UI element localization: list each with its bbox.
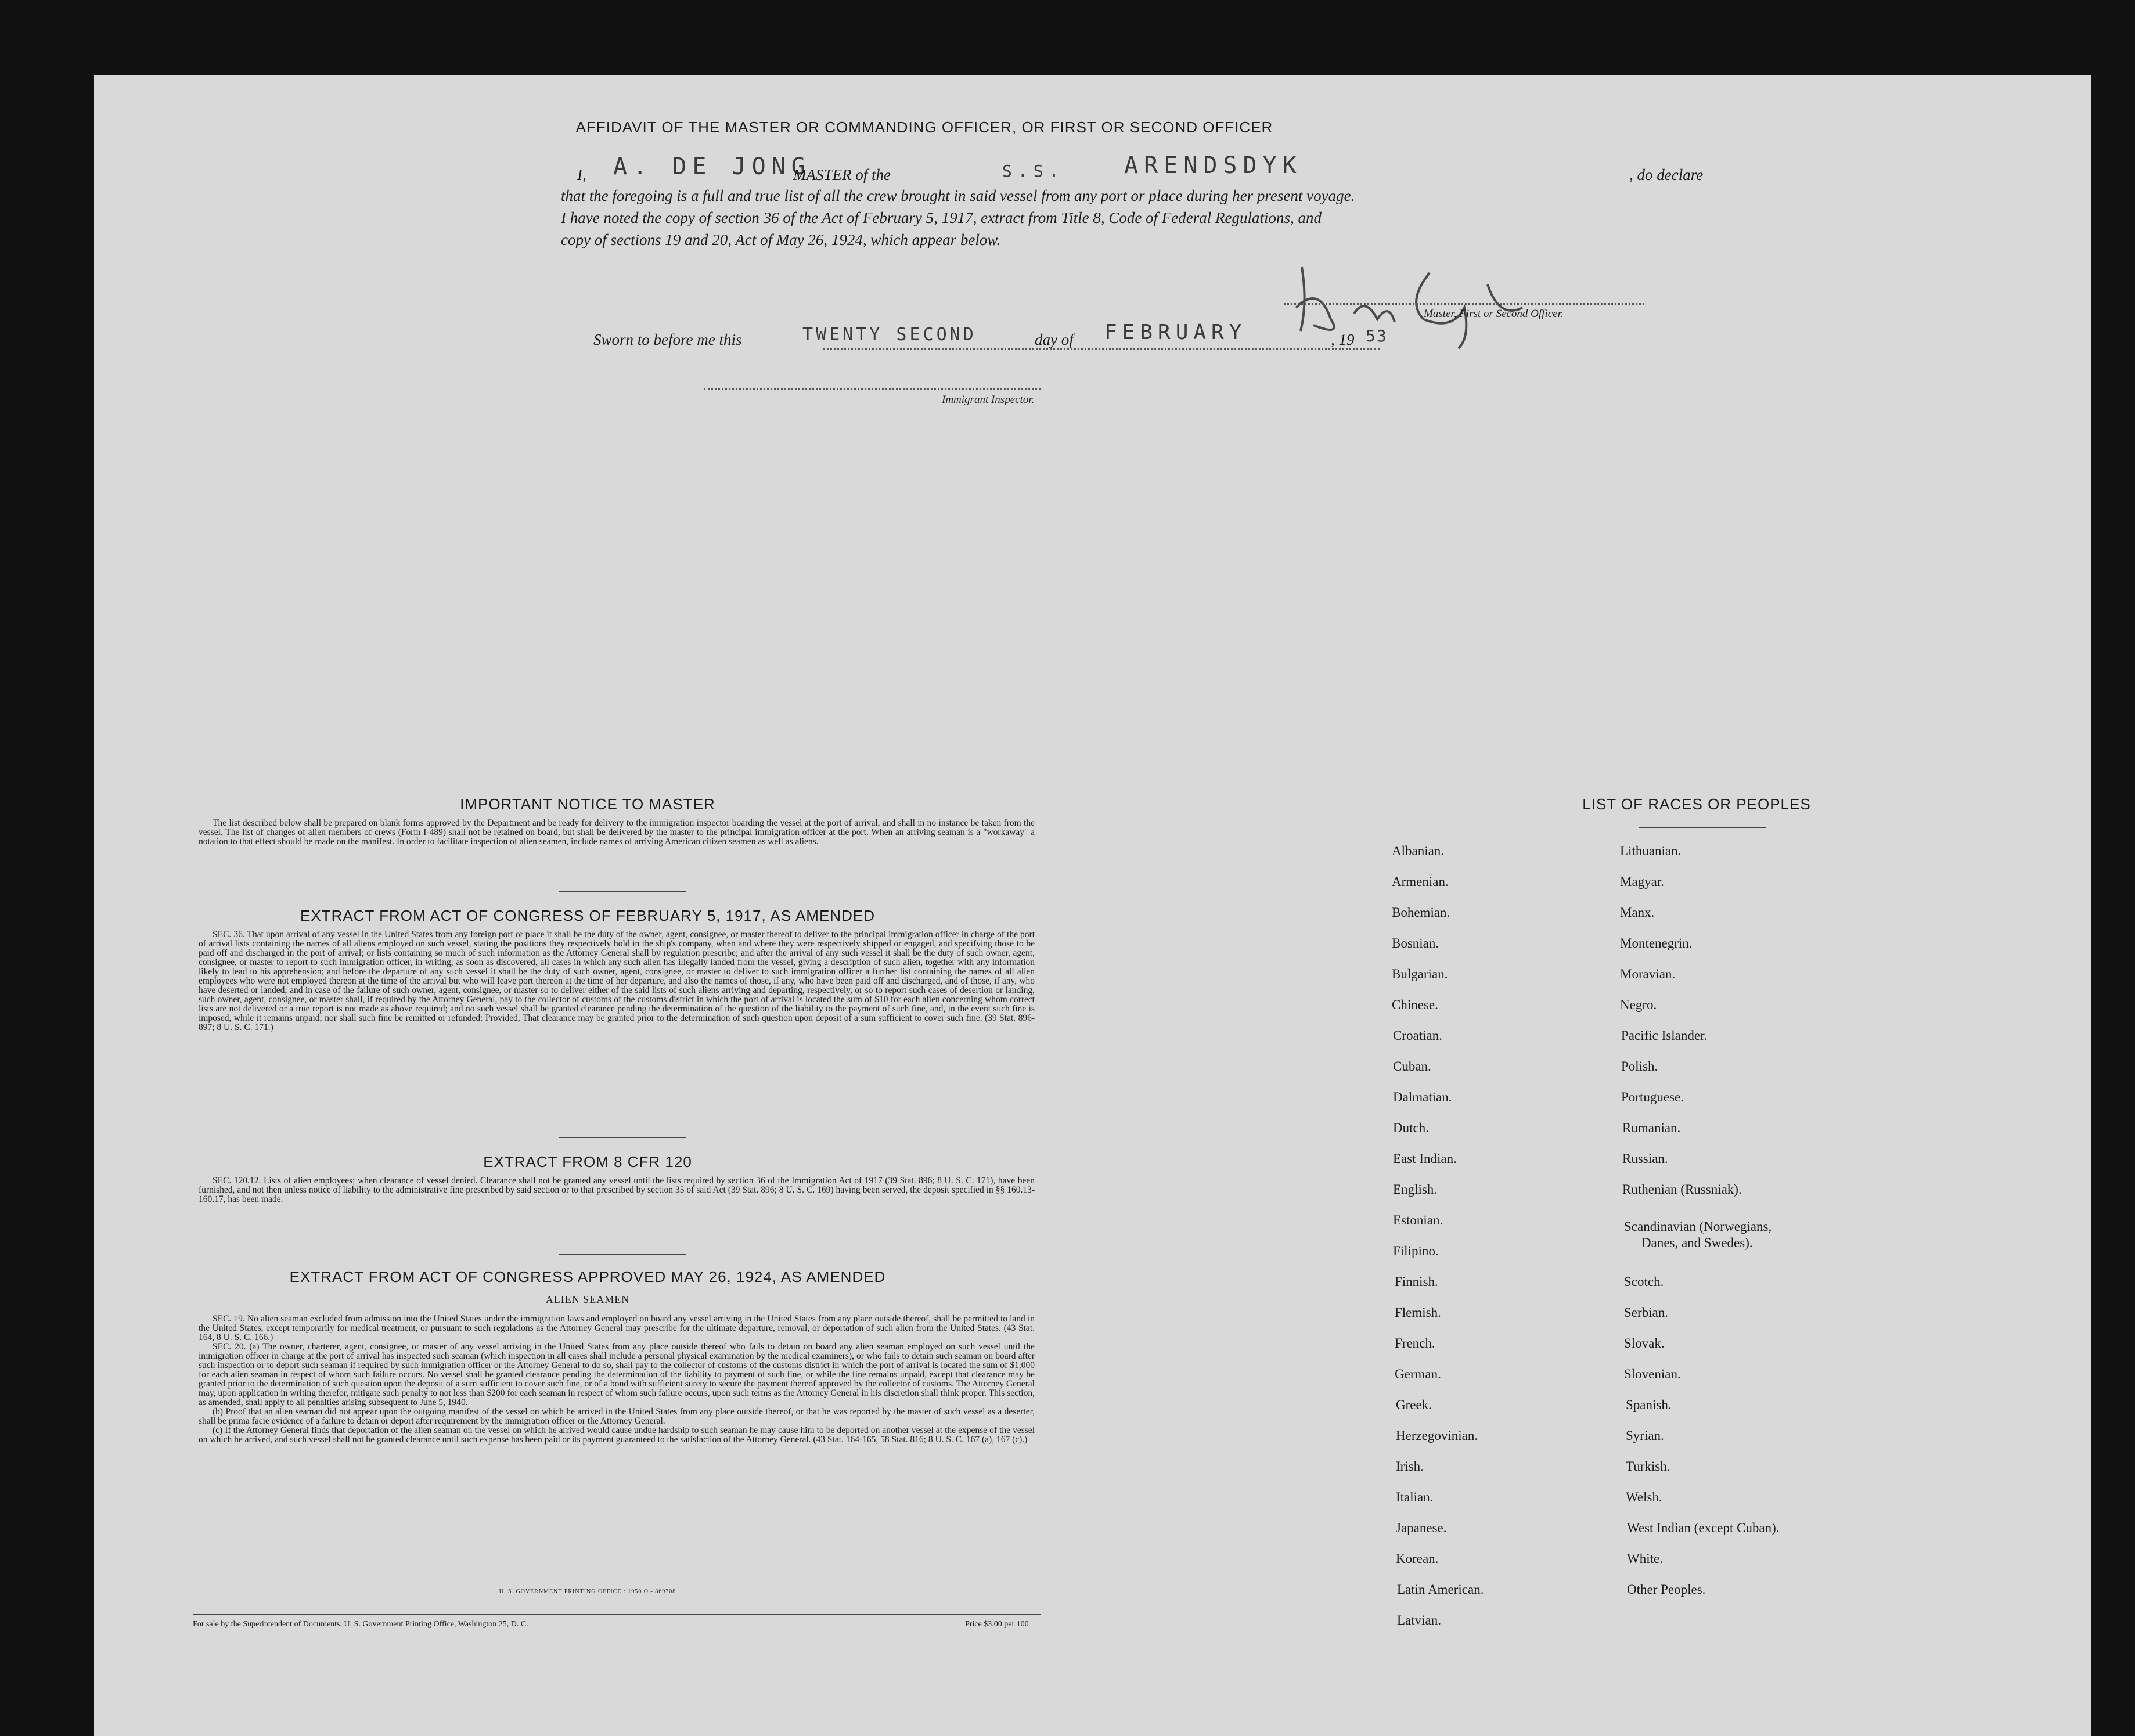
race-item: English. — [1393, 1182, 1438, 1197]
declaration-line-3: I have noted the copy of section 36 of the Act of February 5, 1917, extract from Title 8, Code of Federal Regulations, and — [561, 209, 1322, 226]
inspector-caption: Immigrant Inspector. — [942, 394, 1035, 406]
race-item: Lithuanian. — [1620, 844, 1682, 858]
race-item: Cuban. — [1393, 1059, 1431, 1074]
sworn-day-handwritten: TWENTY SECOND — [802, 325, 977, 345]
race-item: Croatian. — [1393, 1028, 1442, 1043]
race-item: Finnish. — [1395, 1274, 1438, 1289]
race-item: Irish. — [1396, 1459, 1424, 1474]
extract-cfr-text: SEC. 120.12. Lists of alien employees; when clearance of vessel denied. Clearance shall not be granted any vessel until the lists required by section 36 of the Immigration Act of 1917 (39 Stat. 896; 8 U. S. C. 171), have been furnished, and not then unless notice of liability to the administrative fine prescribed by said section or to that prescribed by section 35 of said Act (39 Stat. 896; 8 U. S. C. 169) having been served, the deposit specified in §§ 160.13-160.17, has been made. — [199, 1176, 1035, 1204]
extract-cfr-title: EXTRACT FROM 8 CFR 120 — [483, 1153, 692, 1170]
master-name-handwritten: A. DE JONG — [613, 153, 811, 180]
race-item: Bosnian. — [1392, 936, 1439, 950]
sworn-line — [593, 320, 1522, 355]
race-item: Scotch. — [1624, 1274, 1664, 1289]
race-item: Syrian. — [1626, 1428, 1664, 1443]
footer-rule — [193, 1614, 1041, 1615]
race-item: Korean. — [1396, 1551, 1439, 1566]
race-item: Welsh. — [1626, 1490, 1662, 1504]
race-item: Greek. — [1396, 1398, 1432, 1412]
year-handwritten: 53 — [1366, 326, 1388, 345]
races-title: LIST OF RACES OR PEOPLES — [1582, 795, 1811, 813]
race-item: Estonian. — [1393, 1213, 1443, 1227]
race-item: Pacific Islander. — [1621, 1028, 1708, 1043]
race-item: Italian. — [1396, 1490, 1434, 1504]
notice-text: The list described below shall be prepared on blank forms approved by the Department and be ready for delivery to the immigration inspector boarding the vessel at the port of arrival, and shall in no instance be taken from the vessel. The list of changes of alien members of crews (Form I-489) shall not be retained on board, but shall be delivered by the master to the principal immigration officer at the port. When an arriving seaman is a "workaway" a notation to that effect should be made on the manifest. In order to facilitate inspection of alien seamen, include names of arriving American citizen seamen as well as aliens. — [199, 818, 1035, 847]
day-of: day of — [1035, 331, 1074, 348]
master-of-the: MASTER of the — [793, 166, 891, 183]
declaration-block — [549, 152, 1745, 251]
race-item: Polish. — [1621, 1059, 1658, 1074]
race-item: Latin American. — [1397, 1582, 1484, 1597]
extract-1924-subtitle: ALIEN SEAMEN — [545, 1294, 630, 1305]
race-item: Latvian. — [1397, 1613, 1441, 1627]
declaration-prefix: I, — [577, 166, 586, 183]
race-item: Montenegrin. — [1620, 936, 1693, 950]
race-item: Armenian. — [1392, 874, 1449, 889]
race-item: Albanian. — [1392, 844, 1445, 858]
section-19: SEC. 19. No alien seaman excluded from admission into the United States under the immigration laws and employed on board any vessel arriving in the United States from any place outside thereof, shall be permitted to land in the United States, except temporarily for medical treatment, or pursuant to such regulations as the Attorney General may prescribe for the ultimate departure, removal, or deportation of such alien from the United States. (43 Stat. 164, 8 U. S. C. 166.) — [199, 1314, 1035, 1342]
race-item: Dutch. — [1393, 1121, 1429, 1135]
printing-office-note: U. S. GOVERNMENT PRINTING OFFICE : 1950 O - 869708 — [499, 1589, 676, 1595]
race-item: Moravian. — [1620, 967, 1676, 981]
race-item: Turkish. — [1626, 1459, 1670, 1474]
extract-1917-title: EXTRACT FROM ACT OF CONGRESS OF FEBRUARY 5, 1917, AS AMENDED — [300, 907, 875, 924]
race-item: Bohemian. — [1392, 905, 1450, 920]
do-declare: , do declare — [1629, 166, 1704, 183]
divider — [559, 1137, 686, 1138]
signature-caption: Master, First or Second Officer. — [1424, 308, 1564, 320]
section-20a: SEC. 20. (a) The owner, charterer, agent, consignee, or master of any vessel arriving in the United States from any place outside thereof who fails to detain on board any alien seaman employed on such vessel until the immigration officer in charge at the port of arrival has inspected such seaman (which inspection in all cases shall include a personal physical examination by the medical examiners), or who fails to detain such seaman on board after such inspection or to deport such seaman if required by such immigration officer or the Attorney General to do so, shall pay to the collector of customs of the customs district in which the port of arrival is located the sum of $1,000 for each alien seaman in respect of whom such failure occurs. No vessel shall be granted clearance pending the determination of the liability to payment of such fine, or while the fine remains unpaid, except that clearance may be granted prior to the determination of such question upon the deposit of a sum sufficient to cover such fine, or of a bond with sufficient surety to secure the payment thereof approved by the collector of customs. The Attorney General may, upon application in writing therefor, mitigate such penalty to not less than $200 for each seaman in respect of whom such failure occurs, upon such terms as the Attorney General in his discretion shall think proper. This section, as amended, shall apply to all penalties arising subsequent to June 5, 1940. — [199, 1342, 1035, 1407]
vessel-name-handwritten: ARENDSDYK — [1124, 152, 1302, 179]
races-title-rule — [1639, 827, 1766, 828]
year-prefix: , 19 — [1331, 331, 1355, 348]
race-item: Japanese. — [1396, 1521, 1447, 1535]
divider — [559, 1254, 686, 1255]
race-item: Rumanian. — [1622, 1121, 1681, 1135]
race-item: Spanish. — [1626, 1398, 1672, 1412]
signature-line — [1284, 303, 1644, 305]
race-item: Chinese. — [1392, 997, 1438, 1012]
race-item: Serbian. — [1624, 1305, 1669, 1320]
extract-1924-text — [199, 1314, 1035, 1445]
footer-right: Price $3.00 per 100 — [965, 1620, 1029, 1629]
race-item: Ruthenian (Russniak). — [1622, 1182, 1742, 1197]
race-item: White. — [1627, 1551, 1663, 1566]
sworn-underline — [823, 348, 1380, 350]
declaration-line-4: copy of sections 19 and 20, Act of May 26, 1924, which appear below. — [561, 231, 1001, 248]
race-item: Bulgarian. — [1392, 967, 1448, 981]
race-item: Danes, and Swedes). — [1641, 1236, 1753, 1250]
race-item: Slovak. — [1624, 1336, 1665, 1350]
sworn-month-handwritten: FEBRUARY — [1104, 320, 1247, 344]
race-item: Portuguese. — [1621, 1090, 1684, 1104]
race-item: Other Peoples. — [1627, 1582, 1706, 1597]
race-item: Negro. — [1620, 997, 1657, 1012]
race-item: Russian. — [1622, 1151, 1668, 1166]
race-item: Slovenian. — [1624, 1367, 1681, 1381]
divider — [559, 891, 686, 892]
section-20b: (b) Proof that an alien seaman did not appear upon the outgoing manifest of the vessel on which he arrived in the United States from any place outside thereof, or that he was reported by the master of such vessel as a deserter, shall be prima facie evidence of a failure to detain or deport after requirement by the immigration officer or the Attorney General. — [199, 1407, 1035, 1426]
document-page — [94, 75, 2091, 1736]
affidavit-title: AFFIDAVIT OF THE MASTER OR COMMANDING OFFICER, OR FIRST OR SECOND OFFICER — [575, 118, 1273, 136]
inspector-line — [704, 388, 1041, 390]
footer-left: For sale by the Superintendent of Documents, U. S. Government Printing Office, Washington 25, D. C. — [193, 1620, 528, 1629]
declaration-line-2: that the foregoing is a full and true list of all the crew brought in said vessel from any port or place during her present voyage. — [561, 187, 1355, 204]
section-20c: (c) If the Attorney General finds that deportation of the alien seaman on the vessel on which he arrived would cause undue hardship to such seaman he may cause him to be deported on another vessel at the expense of the vessel on which he arrived, and such vessel shall not be granted clearance until such expense has been paid or its payment guaranteed to the satisfaction of the Attorney General. (43 Stat. 164-165, 58 Stat. 816; 8 U. S. C. 167 (a), 167 (c).) — [199, 1425, 1035, 1445]
notice-title: IMPORTANT NOTICE TO MASTER — [460, 795, 715, 813]
race-item: Herzegovinian. — [1396, 1428, 1478, 1443]
extract-1917-text: SEC. 36. That upon arrival of any vessel in the United States from any foreign port or place it shall be the duty of the owner, agent, consignee, or master thereof to deliver to the principal immigration officer in charge of the port of arrival lists containing the names of all aliens employed on such vessel, stating the positions they respectively hold in the ship's company, when and where they were respectively shipped or engaged, and specifying those to be paid off and discharged in the port of arrival; or lists containing so much of such information as the Attorney General shall by regulation prescribe; and after the arrival of any such vessel it shall be the duty of such owner, agent, consignee, or master to report to such immigration officer, in writing, as soon as discovered, all cases in which any such alien has illegally landed from the vessel, giving a description of such alien, together with any information likely to lead to his apprehension; and before the departure of any such vessel it shall be the duty of such owner, agent, consignee, or master to deliver to such immigration officer a further list containing the names of all alien employees who were not employed thereon at the time of the arrival but who will leave port thereon at the time of her departure, and also the names of those, if any, who have been paid off and discharged, and of those, if any, who have deserted or landed; and in case of the failure of such owner, agent, consignee, or master so to deliver either of the said lists of such aliens arriving and departing, respectively, or so to report such cases of desertion or landing, such owner, agent, consignee, or master shall, if required by the Attorney General, pay to the collector of customs of the customs district in which the port of arrival is located the sum of $10 for each alien concerning whom correct lists are not delivered or a true report is not made as above required; and no such vessel shall be granted clearance pending the determination of the question of the liability to the payment of such fine, and, in the event such fine is imposed, while it remains unpaid; nor shall such fine be remitted or refunded: Provided, That clearance may be granted prior to the determination of such question upon deposit of a sum sufficient to cover such fine. (39 Stat. 896-897; 8 U. S. C. 171.) — [199, 930, 1035, 1032]
race-item: Filipino. — [1393, 1244, 1439, 1258]
sworn-prefix: Sworn to before me this — [593, 331, 742, 348]
race-item: East Indian. — [1393, 1151, 1457, 1166]
race-item: French. — [1395, 1336, 1435, 1350]
race-item: Manx. — [1620, 905, 1655, 920]
race-item: Scandinavian (Norwegians, — [1624, 1219, 1772, 1234]
vessel-prefix: S.S. — [1002, 161, 1065, 181]
race-item: Flemish. — [1395, 1305, 1441, 1320]
race-item: German. — [1395, 1367, 1441, 1381]
race-item: Dalmatian. — [1393, 1090, 1452, 1104]
race-item: West Indian (except Cuban). — [1627, 1521, 1780, 1535]
extract-1924-title: EXTRACT FROM ACT OF CONGRESS APPROVED MAY 26, 1924, AS AMENDED — [289, 1268, 886, 1285]
race-item: Magyar. — [1620, 874, 1665, 889]
